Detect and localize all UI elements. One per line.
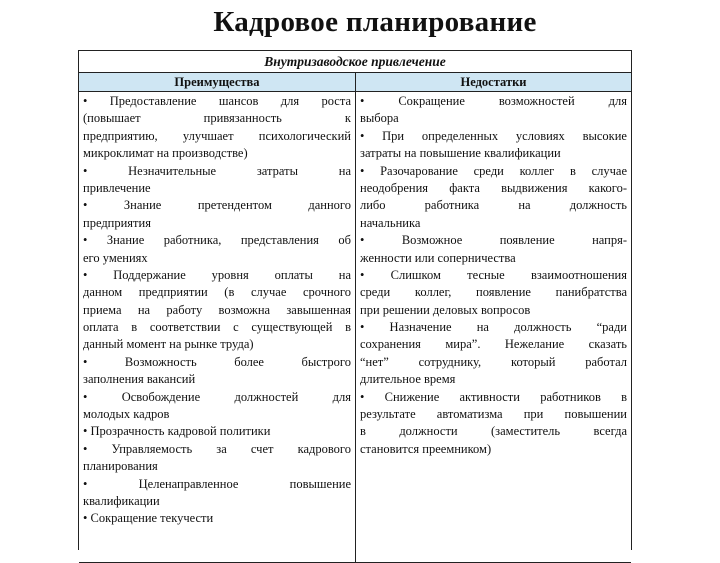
advantage-item (83, 93, 351, 163)
advantage-item-line: заполнения вакансий (83, 372, 196, 387)
advantage-item-line: его умениях (83, 250, 148, 265)
advantage-item-line: • Поддержание уровня оплаты на (83, 267, 351, 282)
table-header-row (79, 73, 631, 92)
disadvantages-column (356, 92, 631, 562)
disadvantage-item-line: начальника (360, 215, 421, 230)
disadvantage-item (360, 128, 627, 163)
advantage-item-line: • Освобождение должностей для (83, 389, 351, 404)
disadvantage-item-line: среди коллег, появление панибратства (360, 285, 627, 300)
advantage-item (83, 197, 351, 232)
advantage-item-line: предприятия (83, 215, 151, 230)
advantage-item-line: данный момент на рынке труда) (83, 337, 254, 352)
advantage-item (83, 510, 351, 527)
advantage-item-line: молодых кадров (83, 407, 170, 422)
advantage-item (83, 267, 351, 354)
advantage-item (83, 389, 351, 424)
advantage-item-line: (повышает привязанность к (83, 111, 351, 126)
disadvantage-item (360, 93, 627, 128)
advantage-item-line: • Предоставление шансов для роста (83, 94, 351, 108)
advantage-item-line: • Прозрачность кадровой политики (83, 424, 271, 439)
disadvantage-item-line: становится преемником) (360, 441, 492, 456)
disadvantage-item-line: • Сокращение возможностей для (360, 94, 627, 108)
disadvantage-item-line: длительное время (360, 372, 456, 387)
disadvantage-item (360, 163, 627, 233)
advantage-item-line: • Управляемость за счет кадрового (83, 441, 351, 456)
advantage-item-line: оплата в соответствии с существующей в (83, 320, 351, 335)
advantage-item-line: • Целенаправленное повышение (83, 476, 351, 491)
advantage-item (83, 354, 351, 389)
disadvantage-item-line: • Возможное появление напря- (360, 233, 627, 248)
disadvantage-item-line: выбора (360, 111, 399, 126)
advantage-item-line: • Знание работника, представления об (83, 233, 351, 248)
advantage-item-line: микроклимат на производстве) (83, 146, 248, 161)
advantage-item-line: • Незначительные затраты на (83, 163, 351, 178)
header-disadvantages: Недостатки (356, 73, 631, 91)
advantage-item (83, 423, 351, 440)
disadvantage-item-line: женности или соперничества (360, 250, 516, 265)
disadvantage-item-line: • При определенных условиях высокие (360, 128, 627, 143)
disadvantage-item-line: затраты на повышение квалификации (360, 146, 561, 161)
page-title: Кадровое планирование (213, 6, 537, 38)
disadvantage-item-line: • Слишком тесные взаимоотношения (360, 267, 627, 282)
advantages-column (79, 92, 356, 562)
advantage-item-line: • Возможность более быстрого (83, 354, 351, 369)
disadvantage-item-line: при решении деловых вопросов (360, 302, 531, 317)
disadvantage-item-line: • Снижение активности работников в (360, 389, 627, 404)
table-caption: Внутризаводское привлечение (79, 51, 631, 73)
advantage-item-line: привлечение (83, 180, 151, 195)
advantage-item (83, 232, 351, 267)
disadvantage-item-line: • Разочарование среди коллег в случае (360, 163, 627, 178)
advantage-item-line: • Знание претендентом данного (83, 198, 351, 213)
disadvantage-item (360, 267, 627, 319)
disadvantage-item (360, 319, 627, 389)
disadvantage-item-line: неодобрения факта выдвижения какого- (360, 180, 627, 195)
advantage-item-line: данном предприятии (в случае срочного (83, 285, 351, 300)
advantage-item (83, 476, 351, 511)
advantage-item-line: • Сокращение текучести (83, 511, 214, 526)
disadvantage-item-line: “нет” сотруднику, который работал (360, 354, 627, 369)
advantage-item-line: предприятию, улучшает психологический (83, 128, 351, 143)
advantage-item-line: планирования (83, 459, 158, 474)
header-advantages: Преимущества (79, 73, 356, 91)
comparison-table (78, 50, 632, 550)
disadvantage-item-line: сохранения мира”. Нежелание сказать (360, 337, 627, 352)
disadvantage-item (360, 389, 627, 459)
advantage-item (83, 163, 351, 198)
disadvantage-item (360, 232, 627, 267)
disadvantage-item-line: • Назначение на должность “ради (360, 320, 627, 335)
disadvantage-item-line: либо работника на должность (360, 198, 627, 213)
advantage-item (83, 441, 351, 476)
disadvantage-item-line: в должности (заместитель всегда (360, 424, 627, 439)
table-body-row (79, 92, 631, 563)
disadvantage-item-line: результате автоматизма при повышении (360, 407, 627, 422)
advantage-item-line: квалификации (83, 493, 160, 508)
advantage-item-line: приема на работу возможна завышенная (83, 302, 351, 317)
